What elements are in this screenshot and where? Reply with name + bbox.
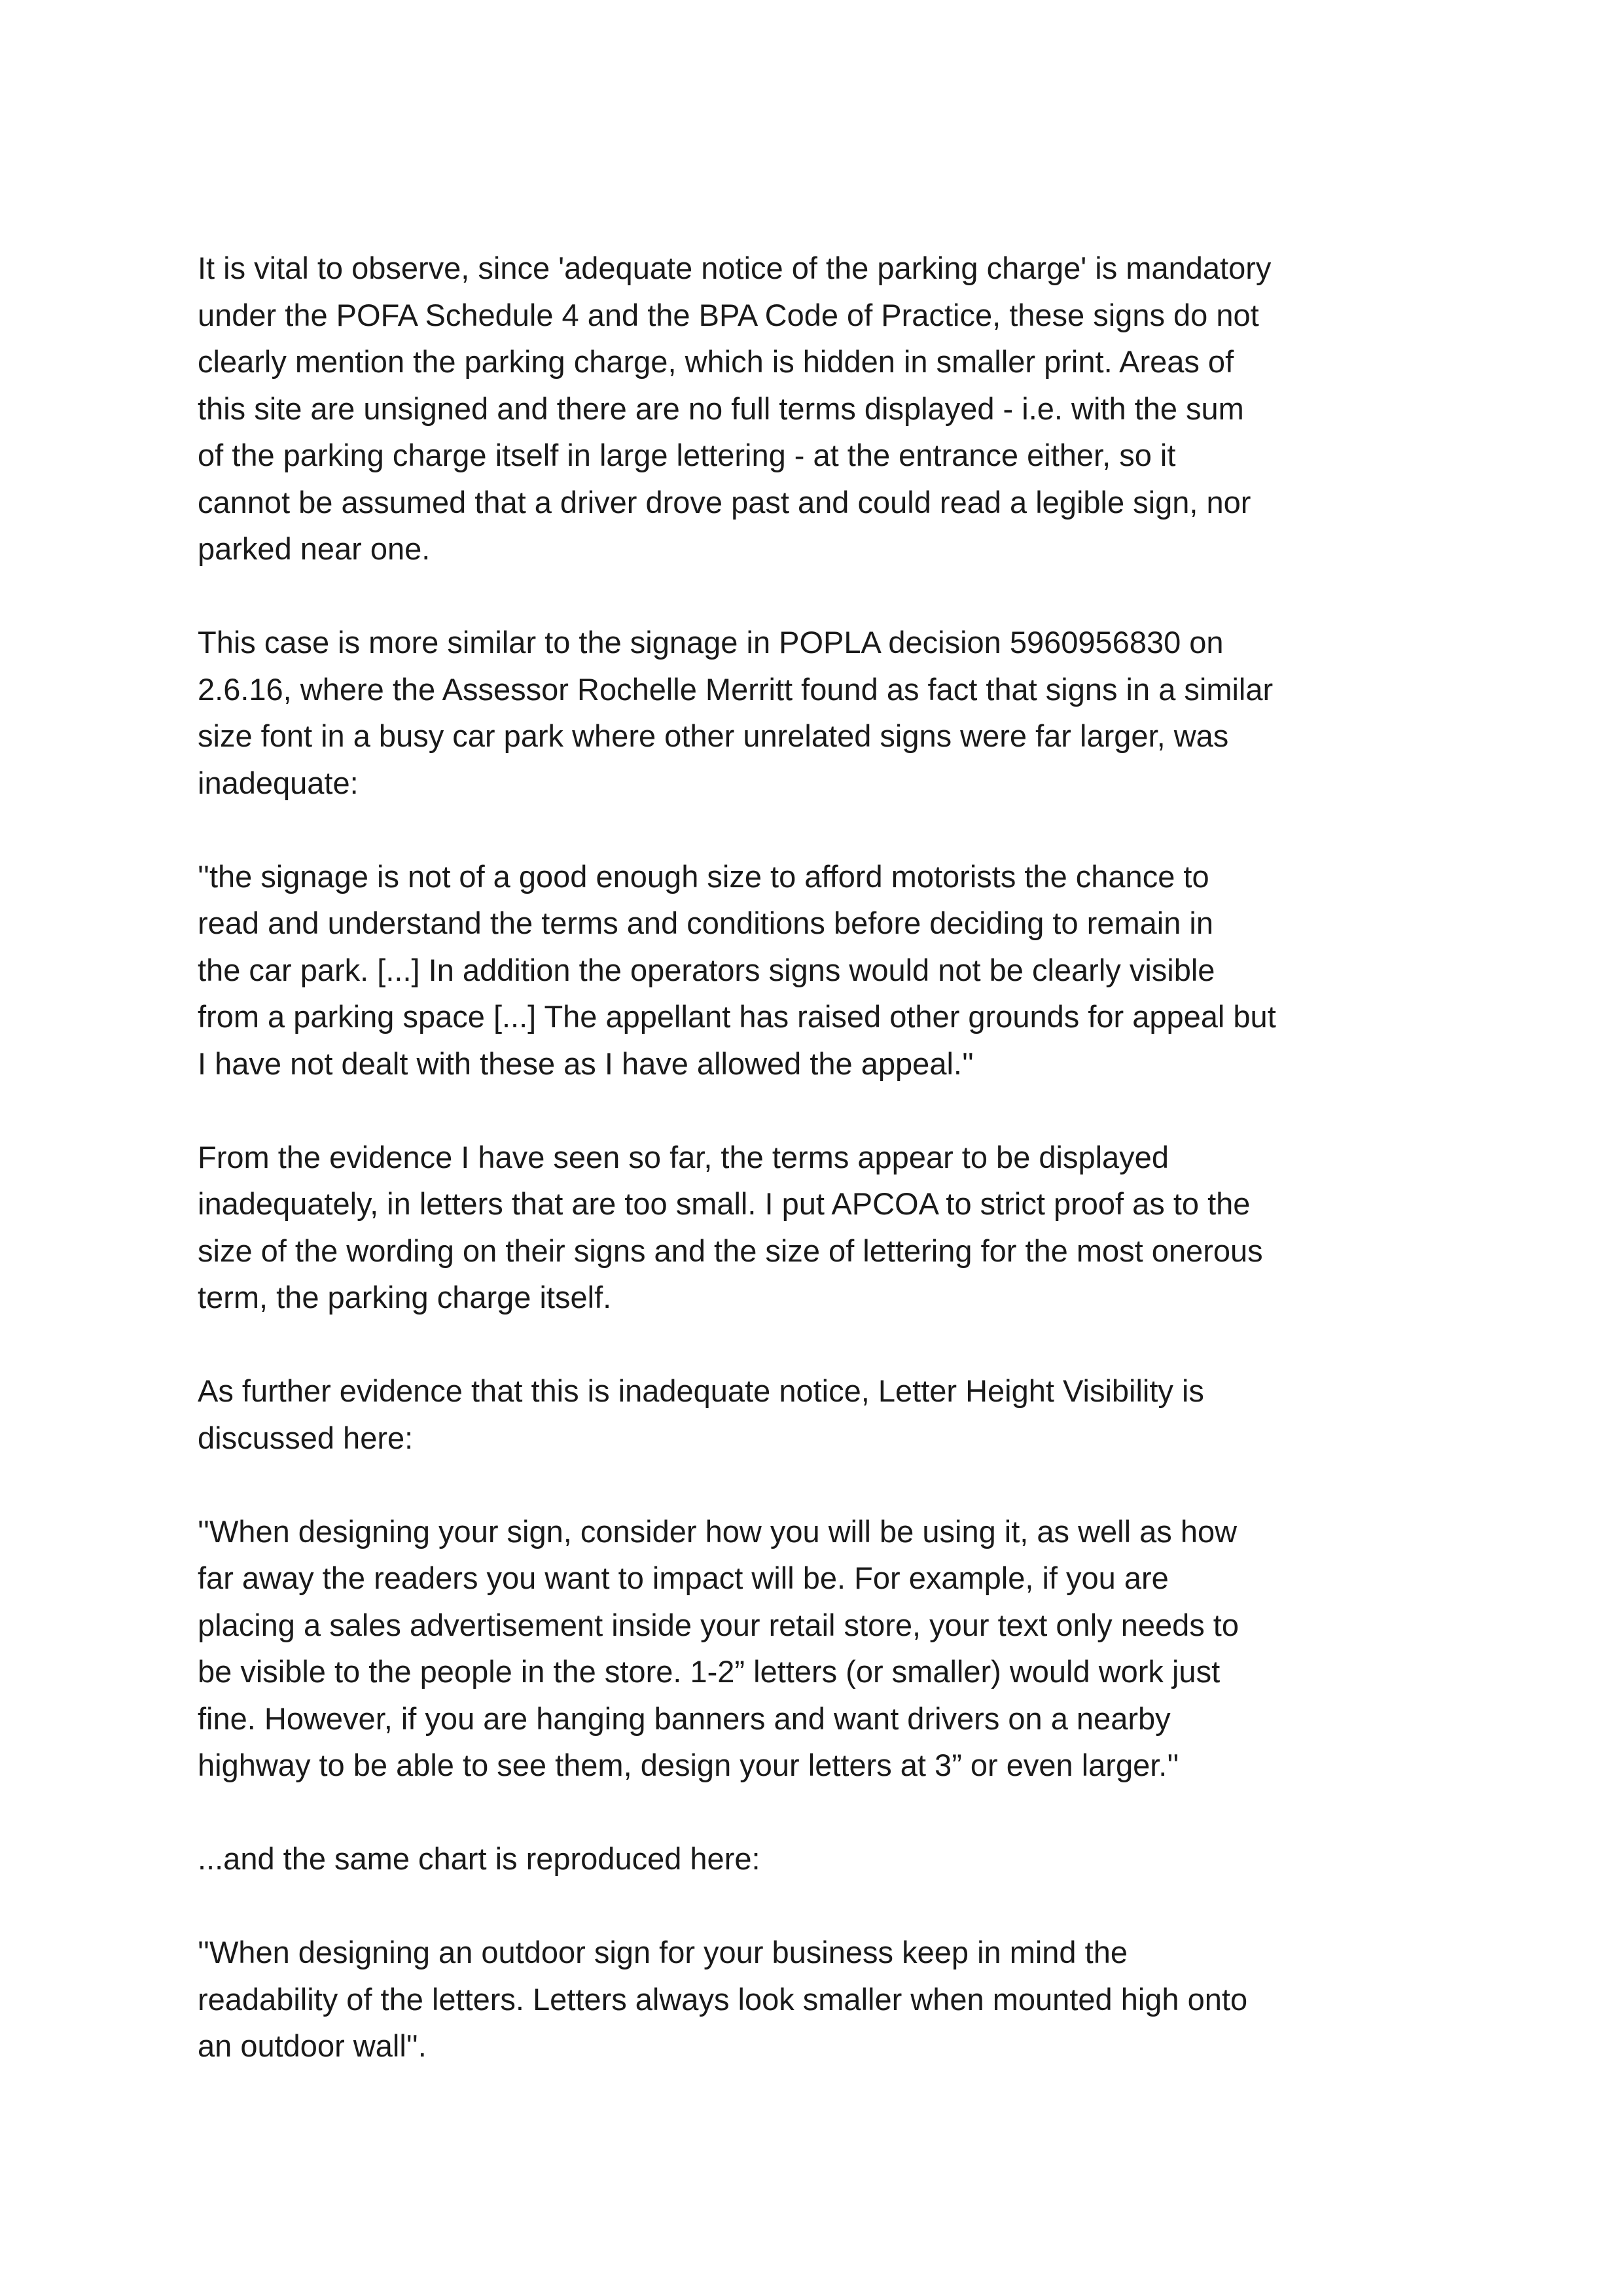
text-line: As further evidence that this is inadequate notice, Letter Height Visibility is [198, 1373, 1204, 1408]
paragraph-popla-decision [198, 619, 1441, 806]
text-line: placing a sales advertisement inside your retail store, your text only needs to [198, 1607, 1240, 1642]
text-line: ''When designing an outdoor sign for your business keep in mind the [198, 1935, 1128, 1969]
text-line: readability of the letters. Letters always look smaller when mounted high onto [198, 1981, 1248, 2017]
text-line: be visible to the people in the store. 1-2” letters (or smaller) would work just [198, 1654, 1221, 1689]
text-line: fine. However, if you are hanging banners and want drivers on a nearby [198, 1701, 1171, 1736]
text-line: an outdoor wall''. [198, 2028, 427, 2063]
text-line: clearly mention the parking charge, which is hidden in smaller print. Areas of [198, 344, 1234, 379]
text-line: this site are unsigned and there are no full terms displayed - i.e. with the sum [198, 391, 1244, 426]
text-line: ''the signage is not of a good enough size to afford motorists the chance to [198, 858, 1209, 894]
paragraph-outdoor-sign-quote [198, 1929, 1441, 2070]
text-line: far away the readers you want to impact will be. For example, if you are [198, 1561, 1169, 1595]
text-line: size font in a busy car park where other unrelated signs were far larger, was [198, 718, 1229, 753]
text-line: read and understand the terms and conditions before deciding to remain in [198, 906, 1213, 940]
paragraph-letter-height [198, 1368, 1441, 1461]
document-body [198, 245, 1441, 2116]
text-line: inadequate: [198, 765, 359, 800]
text-line: under the POFA Schedule 4 and the BPA Code of Practice, these signs do not [198, 297, 1259, 332]
text-line: term, the parking charge itself. [198, 1280, 612, 1315]
text-line: 2.6.16, where the Assessor Rochelle Merritt found as fact that signs in a similar [198, 671, 1274, 707]
text-line: From the evidence I have seen so far, the terms appear to be displayed [198, 1139, 1169, 1174]
paragraph-same-chart [198, 1835, 1441, 1882]
text-line: This case is more similar to the signage in POPLA decision 5960956830 on [198, 625, 1224, 660]
text-line: It is vital to observe, since 'adequate notice of the parking charge' is mandatory [198, 251, 1272, 285]
paragraph-designing-sign-quote [198, 1508, 1441, 1789]
text-line: inadequately, in letters that are too small. I put APCOA to strict proof as to the [198, 1186, 1251, 1221]
text-line: highway to be able to see them, design your letters at 3” or even larger.'' [198, 1748, 1179, 1782]
paragraph-assessor-quote [198, 853, 1441, 1087]
text-line: the car park. [...] In addition the operators signs would not be clearly visible [198, 952, 1215, 987]
text-line: I have not dealt with these as I have allowed the appeal.'' [198, 1046, 974, 1081]
text-line: of the parking charge itself in large lettering - at the entrance either, so it [198, 438, 1176, 472]
text-line: discussed here: [198, 1420, 414, 1455]
text-line: from a parking space [...] The appellant has raised other grounds for appeal but [198, 999, 1276, 1034]
paragraph-evidence [198, 1134, 1441, 1321]
text-line: size of the wording on their signs and the size of lettering for the most onerous [198, 1233, 1263, 1268]
text-line: ''When designing your sign, consider how you will be using it, as well as how [198, 1513, 1238, 1549]
text-line: ...and the same chart is reproduced here: [198, 1841, 760, 1876]
text-line: cannot be assumed that a driver drove past and could read a legible sign, nor [198, 484, 1251, 520]
text-line: parked near one. [198, 531, 431, 566]
paragraph-adequate-notice [198, 245, 1441, 573]
